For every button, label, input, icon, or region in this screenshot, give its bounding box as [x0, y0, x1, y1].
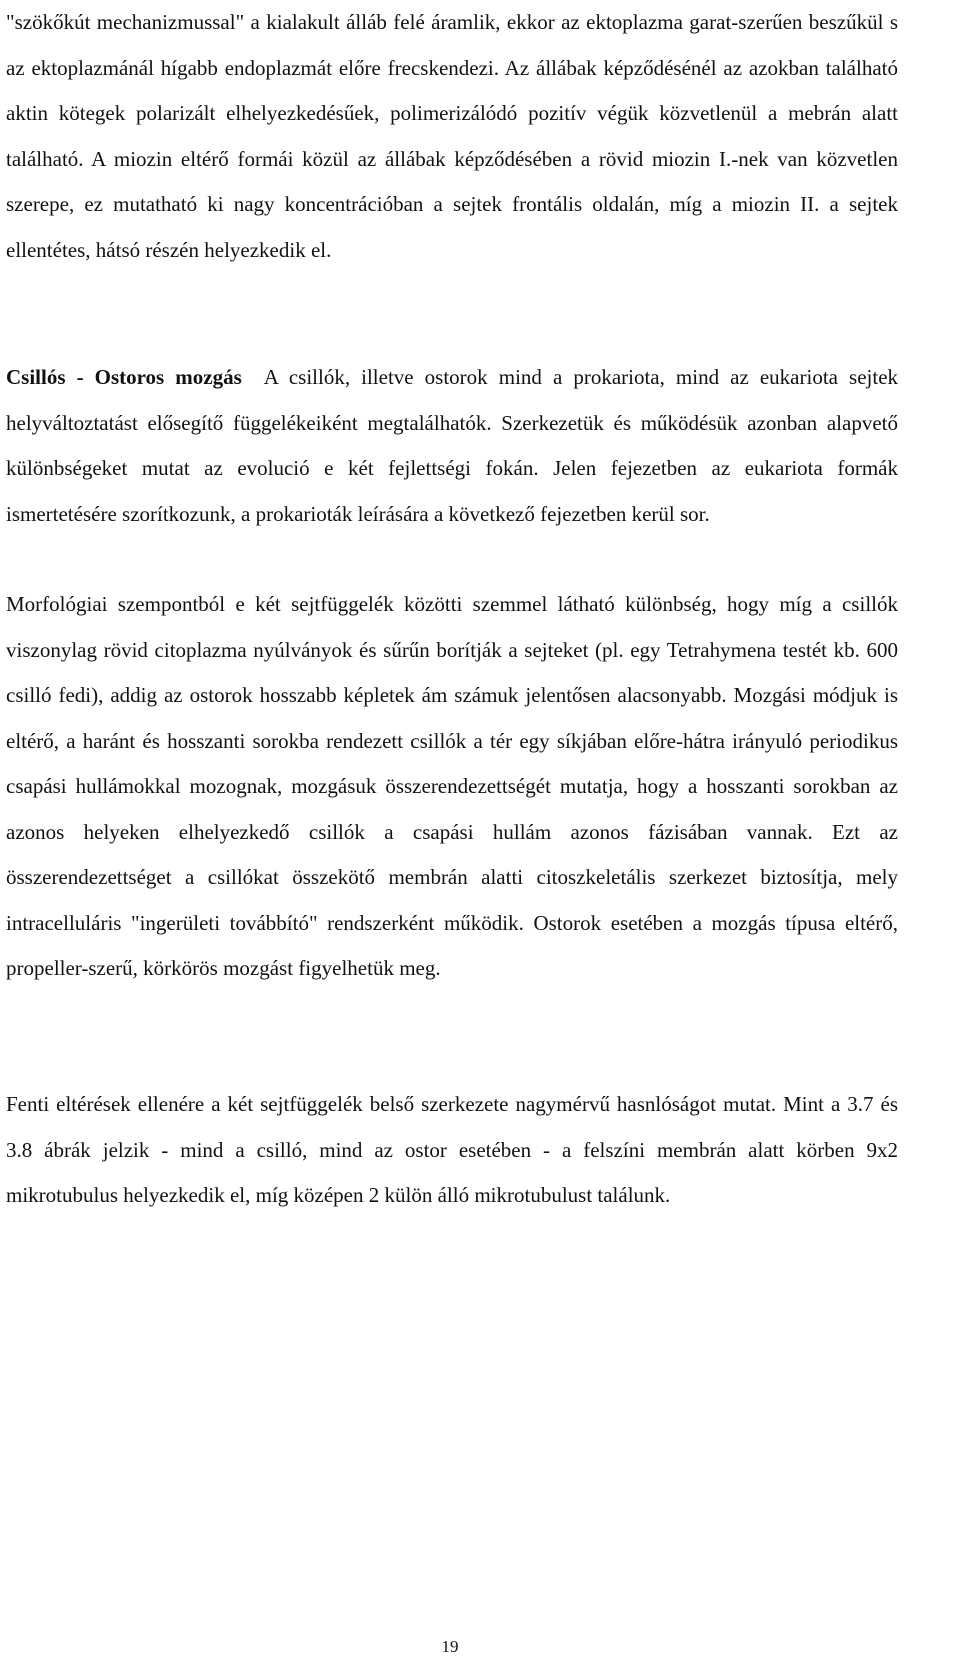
section-heading: Csillós - Ostoros mozgás [6, 365, 242, 389]
paragraph-internal-structure: Fenti eltérések ellenére a két sejtfüggelék belső szerkezete nagymérvű hasnlóságot mutat. Mint a 3.7 és 3.8 ábrák jelzik - mind a csilló, mind az ostor esetében - a felszíni membrán alatt körben 9x2 mikrotubulus helyezkedik el, míg középen 2 külön álló mikrotubulust találunk. [6, 1092, 898, 1207]
paragraph-cilia-flagella-intro [6, 355, 898, 537]
paragraph-pseudopod-mechanism: "szökőkút mechanizmussal" a kialakult álláb felé áramlik, ekkor az ektoplazma garat-szerűen beszűkül s az ektoplazmánál hígabb endoplazmát előre frecskendezi. Az állábak képződésénél az azokban található aktin kötegek polarizált elhelyezkedésűek, polimerizálódó pozitív végük közvetlenül a mebrán alatt található. A miozin eltérő formái közül az állábak képződésében a rövid miozin I.-nek van közvetlen szerepe, ez mutatható ki nagy koncentrációban a sejtek frontális oldalán, míg a miozin II. a sejtek ellentétes, hátsó részén helyezkedik el. [6, 10, 898, 262]
paragraph-morphology: Morfológiai szempontból e két sejtfüggelék közötti szemmel látható különbség, hogy míg a csillók viszonylag rövid citoplazma nyúlványok és sűrűn borítják a sejteket (pl. egy Tetrahymena testét kb. 600 csilló fedi), addig az ostorok hosszabb képletek ám számuk jelentősen alacsonyabb. Mozgási módjuk is eltérő, a haránt és hosszanti sorokba rendezett csillók a tér egy síkjában előre-hátra irányuló periodikus csapási hullámokkal mozognak, mozgásuk összerendezettségét mutatja, hogy a hosszanti sorokban az azonos helyeken elhelyezkedő csillók a csapási hullám azonos fázisában vannak. Ezt az összerendezettséget a csillókat összekötő membrán alatti citoszkeletális szerkezet biztosítja, mely intracelluláris "ingerületi továbbító" rendszerként működik. Ostorok esetében a mozgás típusa eltérő, propeller-szerű, körkörös mozgást figyelhetük meg. [6, 592, 898, 980]
page-number: 19 [441, 1637, 459, 1656]
paragraph-body: A csillók, illetve ostorok mind a prokariota, mind az eukariota sejtek helyváltoztatást elősegítő függelékeiként megtalálhatók. Szerkezetük és működésük azonban alapvető különbségeket mutat az evolució e két fejlettségi fokán. Jelen fejezetben az eukariota formák ismertetésére szorítkozunk, a prokarioták leírására a következő fejezetben kerül sor. [6, 365, 899, 526]
